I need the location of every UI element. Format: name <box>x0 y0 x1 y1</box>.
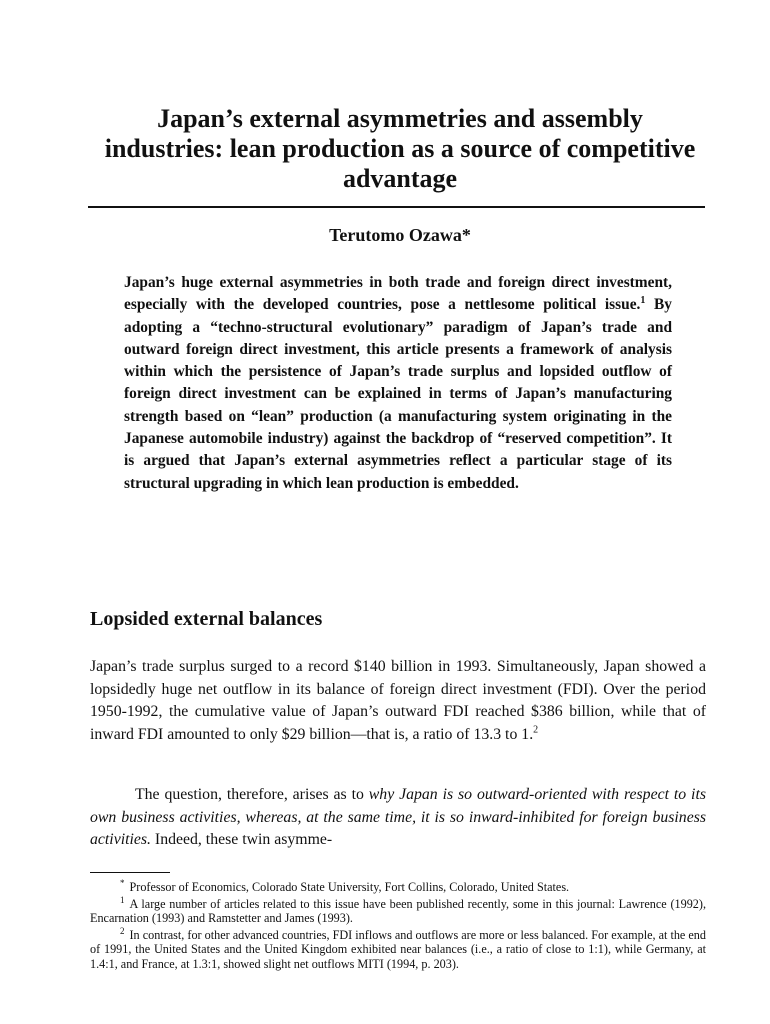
paragraph-1-text: Japan’s trade surplus surged to a record $140 billion in 1993. Simultaneously, Japan showed a lopsidedly huge net outflow in its balance of foreign direct investment (FDI). Over the period 1950-1992, the cumulative value of Japan’s outward FDI reached $386 billion, while that of inward FDI amounted to only $29 billion—that is, a ratio of 13.3 to 1. <box>90 658 706 743</box>
footnote-1 <box>90 894 706 926</box>
abstract-text-part1: Japan’s huge external asymmetries in both trade and foreign direct investment, especially with the developed countries, pose a nettlesome political issue. <box>124 274 672 314</box>
footnotes <box>90 877 706 972</box>
abstract-footnote-mark: 1 <box>640 295 646 307</box>
footnote-author <box>90 877 706 895</box>
footnote-mark: * <box>120 877 125 888</box>
body-paragraph-1 <box>90 656 706 746</box>
section-heading: Lopsided external balances <box>90 608 323 630</box>
paragraph-2-trail: Indeed, these twin asymme- <box>150 831 333 849</box>
footnote-2 <box>90 925 706 972</box>
footnote-mark: 1 <box>120 894 125 905</box>
abstract <box>124 272 672 495</box>
footnote-rule <box>90 872 170 873</box>
title-rule <box>88 206 705 208</box>
footnote-mark: 2 <box>120 925 125 936</box>
body-paragraph-2 <box>90 784 706 852</box>
article-title: Japan’s external asymmetries and assembly industries: lean production as a source of competitive advantage <box>104 104 696 193</box>
author-name: Terutomo Ozawa* <box>329 225 471 245</box>
footnote-text: Professor of Economics, Colorado State University, Fort Collins, Colorado, United States. <box>129 880 570 894</box>
footnote-text: In contrast, for other advanced countries, FDI inflows and outflows are more or less balanced. For example, at the end of 1991, the United States and the United Kingdom exhibited near balances (i.e., a ratio of close to 1:1), while Germany, at 1.4:1, and France, at 1.3:1, showed slight net outflows MITI (1994, p. 203). <box>90 927 706 971</box>
paragraph-1-footnote-mark: 2 <box>533 724 539 736</box>
paragraph-2-italic: why Japan is so outward-oriented with respect to its own business activities, whereas, at the same time, it is so inward-inhibited for foreign business activities. <box>90 786 706 849</box>
paragraph-2-lead: The question, therefore, arises as to <box>135 786 369 803</box>
footnote-text: A large number of articles related to this issue have been published recently, some in this journal: Lawrence (1992), Encarnation (1993) and Ramstetter and James (1993). <box>90 896 706 926</box>
abstract-text-part2: By adopting a “techno-structural evolutionary” paradigm of Japan’s trade and outward foreign direct investment, this article presents a framework of analysis within which the persistence of Japan’s trade surplus and lopsided outflow of foreign direct investment can be explained in terms of Japan’s manufacturing strength based on “lean” production (a manufacturing system originating in the Japanese automobile industry) against the backdrop of “reserved competition”. It is argued that Japan’s external asymmetries reflect a particular stage of its structural upgrading in which lean production is embedded. <box>124 296 672 492</box>
